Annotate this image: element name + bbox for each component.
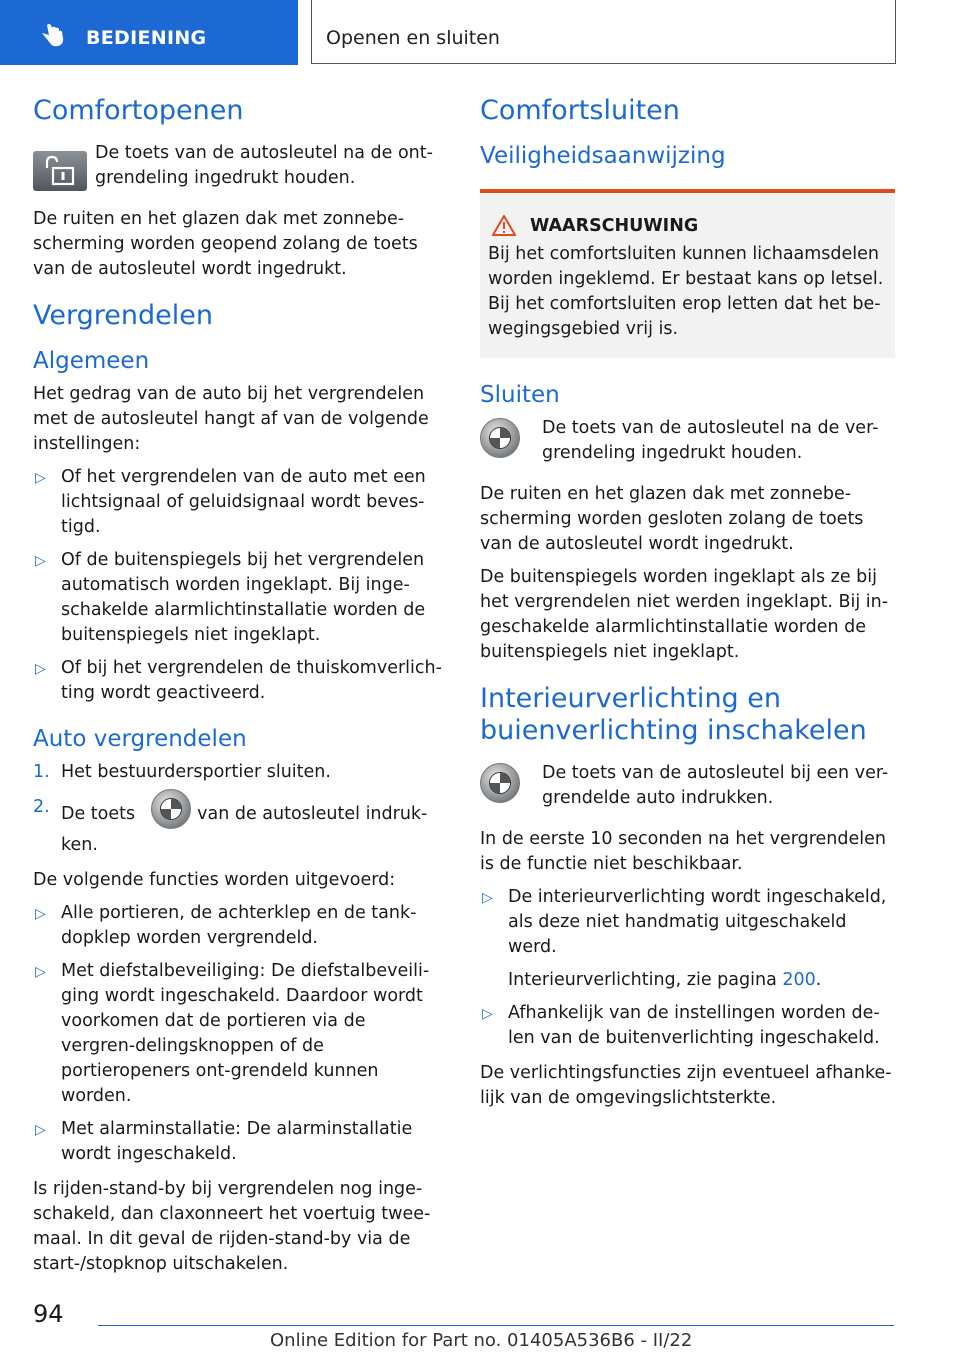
comfort-open-key-text: De toets van de autosleutel na de ont-grendeling ingedrukt houden. [95,143,433,188]
lighting-para: In de eerste 10 seconden na het vergrendelen is de functie niet beschikbaar. [480,829,886,874]
chapter-title: Openen en sluiten [326,27,500,49]
list-item: ▷ Met alarminstallatie: De alarminstallatie wordt ingeschakeld. [35,1119,413,1164]
list-item: ▷ Met diefstalbeveiliging: De diefstalbeveili-ging wordt ingeschakeld. Daardoor wordt voorkomen dat de portieren via de vergren-delingsknoppen of de portieropeners ont-grendeld kunnen worden. [35,961,430,1106]
list-item: ▷ De interieurverlichting wordt ingeschakeld, als deze niet handmatig uitgeschakeld werd. Interieurverlichting, zie pagina 200. [480,885,895,993]
close-key-text: De toets van de autosleutel na de ver-grendeling ingedrukt houden. [542,418,879,463]
list-item: ▷ Afhankelijk van de instellingen worden de-len van de buitenverlichting ingeschakeld. [482,1003,880,1048]
lighting-key-text: De toets van de autosleutel bij een ver-grendelde auto indrukken. [542,763,889,808]
bullet-triangle-icon: ▷ [35,964,46,980]
functions-list [33,901,443,1167]
lock-title: Vergrendelen [33,300,213,331]
bullet-triangle-icon: ▷ [482,890,493,906]
safety-title: Veiligheidsaanwijzing [480,143,726,169]
standby-para: Is rijden-stand-by bij vergrendelen nog inge-schakeld, dan claxonneert het voertuig twee-maal. In dit geval de rijden-stand-by via de start-/stopknop uitschakelen. [33,1179,431,1274]
chapter-header [311,0,896,64]
lighting-closing-para: De verlichtingsfuncties zijn eventueel afhanke-lijk van de omgevingslichtsterkte. [480,1063,892,1108]
bmw-lock-key-icon [151,789,189,827]
left-column [33,95,443,1285]
settings-list [33,465,443,706]
lighting-title: Interieurverlichting en buienverlichting inschakelen [480,683,867,746]
general-para: Het gedrag van de auto bij het vergrendelen met de autosleutel hangt af van de volgende instellingen: [33,384,429,454]
bullet-triangle-icon: ▷ [35,1122,46,1138]
warning-text: Bij het comfortsluiten kunnen lichaamsdelen worden ingeklemd. Er bestaat kans op letsel. Bij het comfortsluiten erop letten dat het be-wegingsgebied vrij is. [488,244,884,339]
functions-intro: De volgende functies worden uitgevoerd: [33,870,396,890]
footer-divider [98,1325,894,1326]
bullet-triangle-icon: ▷ [35,470,46,486]
close-key-row [480,416,895,470]
section-title: BEDIENING [86,27,207,49]
list-item: ▷ Of het vergrendelen van de auto met een lichtsignaal of geluidsignaal wordt beves-tigd. [35,467,426,537]
general-title: Algemeen [33,348,150,374]
warning-triangle-icon [492,215,516,236]
page-link[interactable]: 200 [782,970,816,990]
comfort-open-title: Comfortopenen [33,95,244,126]
step-item: 2. De toets van de autosleutel indruk-ken. [33,795,443,858]
close-para-2: De buitenspiegels worden ingeklapt als ze bij het vergrendelen niet werden ingeklapt. Bij in-geschakelde alarmlichtinstallatie worden de buitenspiegels niet ingeklapt. [480,567,889,662]
list-item: ▷ Of bij het vergrendelen de thuiskomverlich-ting wordt geactiveerd. [35,658,442,703]
lock-steps [33,760,443,858]
comfort-open-para: De ruiten en het glazen dak met zonnebe-scherming worden geopend zolang de toets van de autosleutel wordt ingedrukt. [33,209,418,279]
right-column [480,95,895,1119]
section-tab [0,0,298,65]
bmw-key-icon [480,763,520,803]
comfort-open-key-row [33,141,443,195]
warning-box [480,189,895,358]
lighting-list [480,885,895,1051]
bullet-triangle-icon: ▷ [35,906,46,922]
close-title: Sluiten [480,382,560,408]
comfort-close-title: Comfortsluiten [480,95,680,126]
warning-label: WAARSCHUWING [530,215,699,236]
unlock-key-icon [33,143,87,183]
page-reference: Interieurverlichting, zie pagina 200. [508,970,822,990]
list-item: ▷ Alle portieren, de achterklep en de tank-dopklep worden vergrendeld. [35,903,417,948]
bullet-triangle-icon: ▷ [35,553,46,569]
hand-touch-icon [38,23,66,49]
bullet-triangle-icon: ▷ [482,1006,493,1022]
list-item: ▷ Of de buitenspiegels bij het vergrendelen automatisch worden ingeklapt. Bij inge-schakelde alarmlichtinstallatie worden de buitenspiegels niet ingeklapt. [35,550,426,645]
close-para-1: De ruiten en het glazen dak met zonnebe-scherming worden gesloten zolang de toets van de autosleutel wordt ingedrukt. [480,484,864,554]
page-number: 94 [33,1300,64,1328]
bmw-key-icon [480,418,520,458]
edition-note: Online Edition for Part no. 01405A536B6 - II/22 [270,1330,693,1351]
bullet-triangle-icon: ▷ [35,661,46,677]
step-item: 1. Het bestuurdersportier sluiten. [33,762,331,782]
lighting-key-row [480,761,895,815]
car-lock-title: Auto vergrendelen [33,726,247,752]
